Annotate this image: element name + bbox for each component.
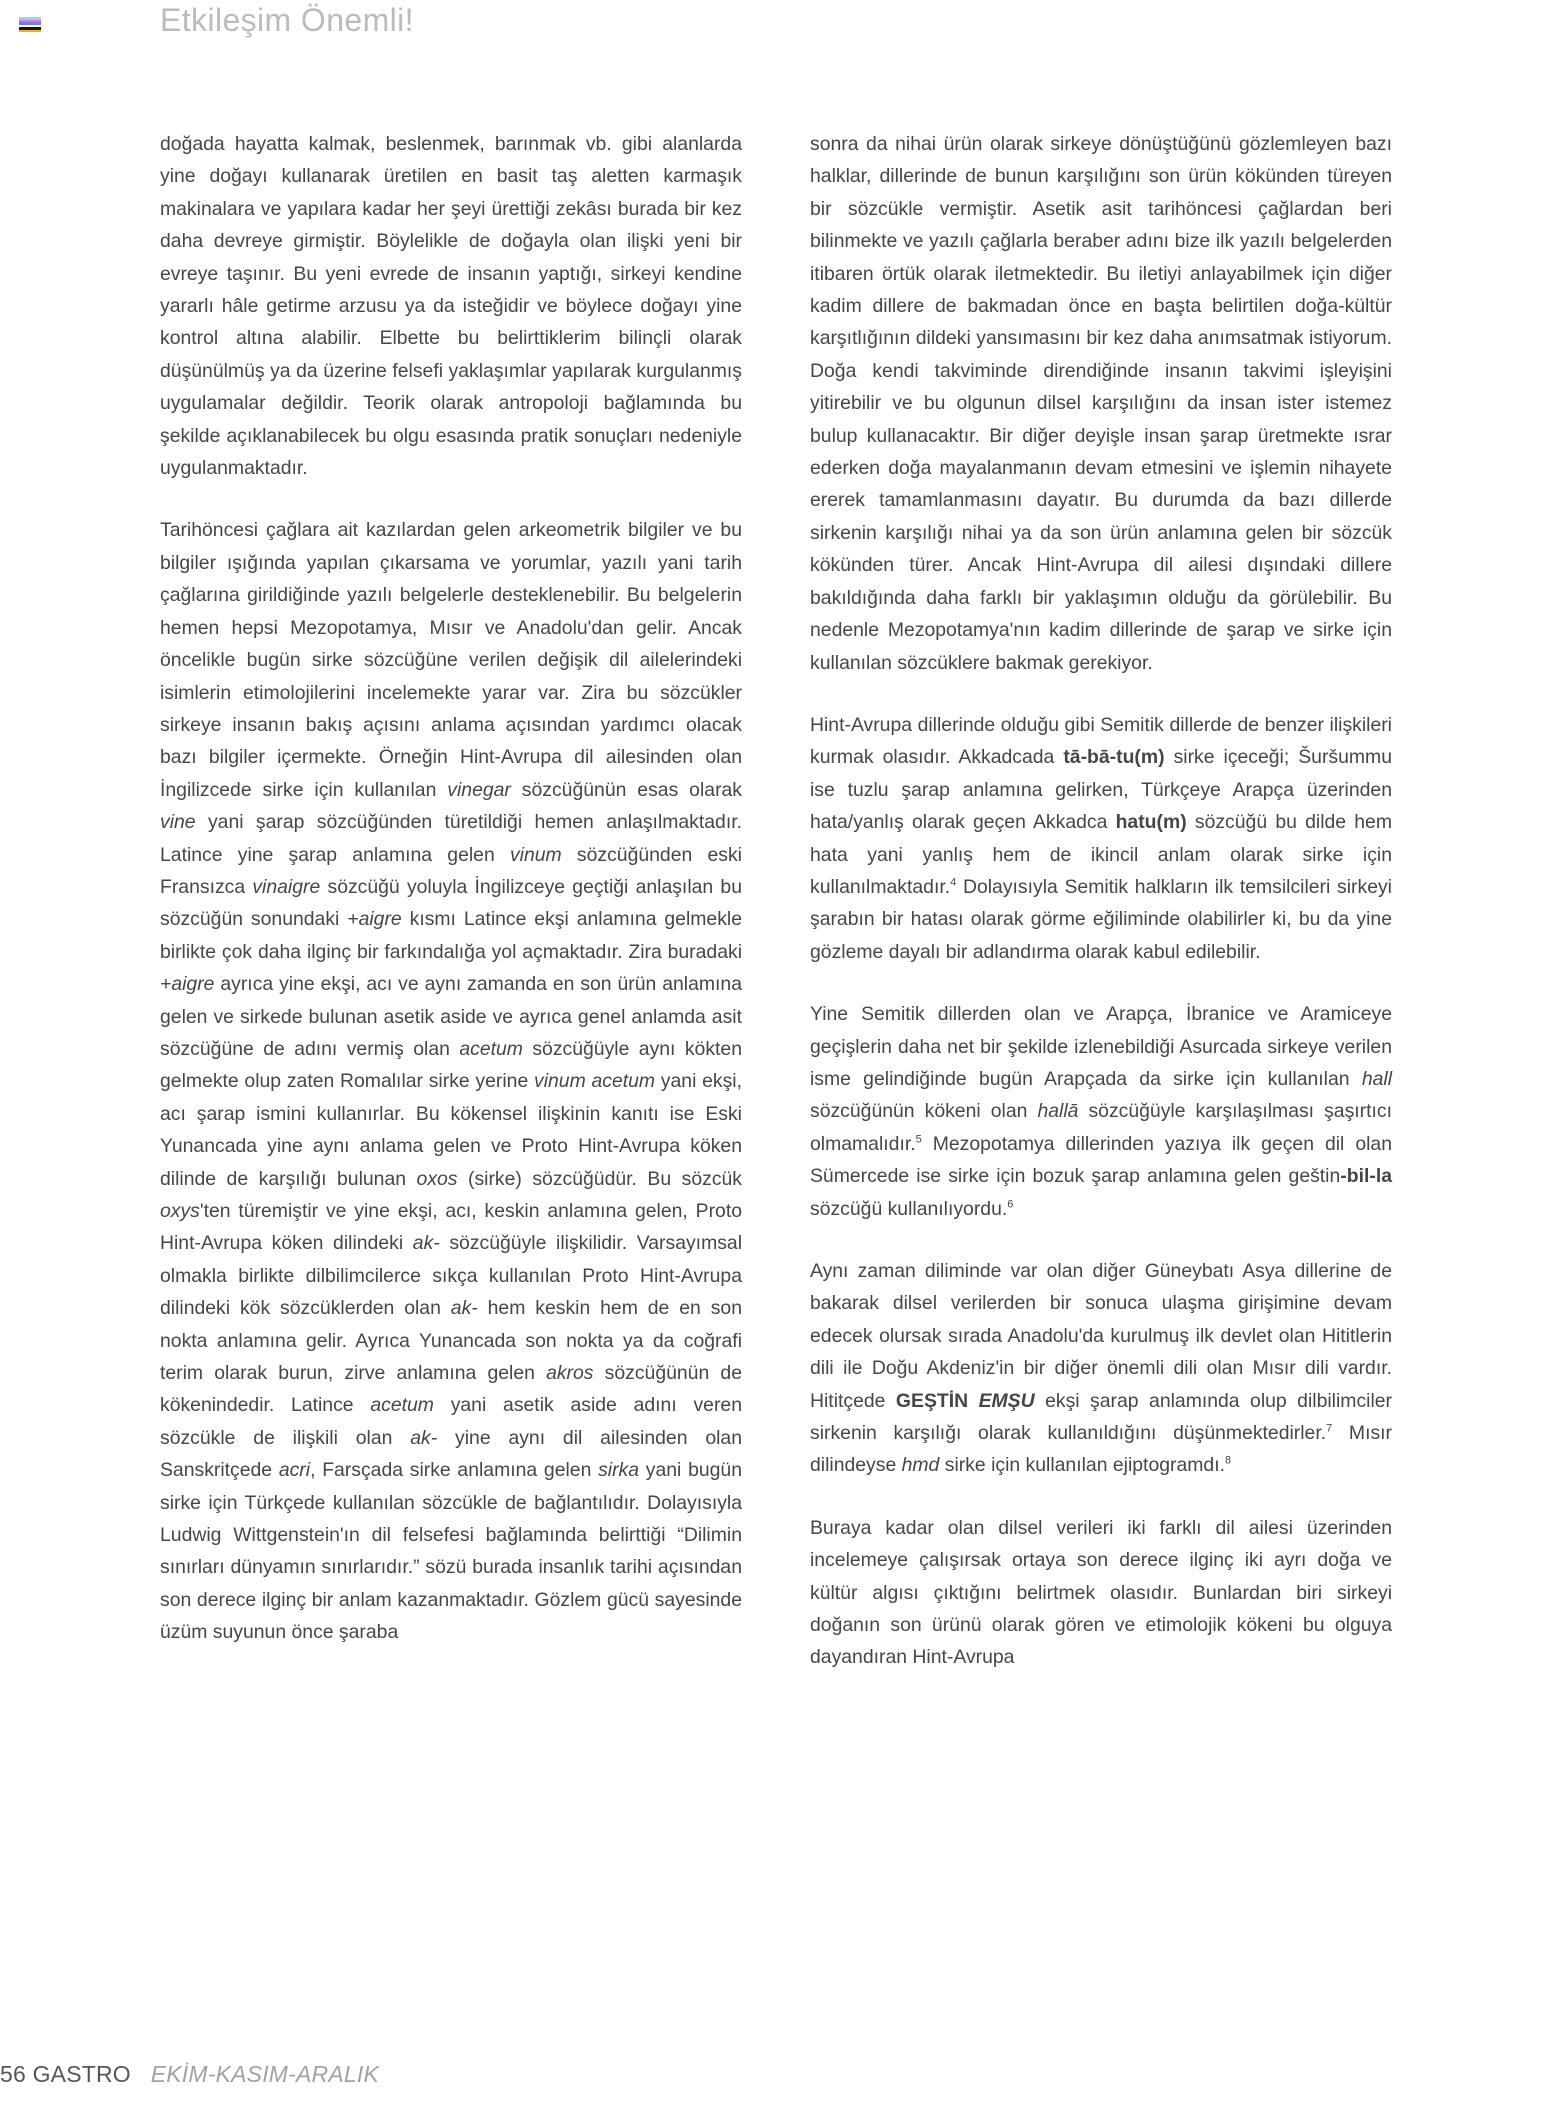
text-run-italic: vinum acetum — [534, 1070, 656, 1093]
text-run-normal: Buraya kadar olan dilsel verileri iki farklı dil ailesi üzerinden incelemeye çalışırsak ortaya son derece ilginç iki ayrı doğa ve kültür algısı çıktığını belirtmek olasıdır. Bunlardan biri sirkeyi doğanın son ürünü olarak gören ve etimolojik kökeni bu olguya dayandıran Hint-Avrupa — [810, 1516, 1392, 1669]
text-run-italic: hmd — [901, 1454, 940, 1477]
text-run-italic: oxos — [416, 1167, 458, 1190]
column-right — [810, 128, 1392, 1674]
text-run-normal: Dolayısıyla Semitik halkların ilk temsilcileri sirkeyi şarabın bir hatası olarak görme eğiliminde olabilirler ki, bu da yine gözleme dayalı bir adlandırma olarak kabul edilebilir. — [810, 875, 1392, 963]
text-run-normal: (sirke) sözcüğüdür. Bu sözcük — [457, 1167, 742, 1190]
text-run-normal: kısmı Latince ekşi anlamına gelmekle birlikte çok daha ilginç bir farkındalığa yol açmaktadır. Zira buradaki — [160, 908, 742, 963]
text-run-italic: ak- — [412, 1232, 440, 1255]
paragraph — [810, 1512, 1392, 1674]
text-run-normal: sonra da nihai ürün olarak sirkeye dönüştüğünü gözlemleyen bazı halklar, dillerinde de bunun karşılığını son ürün kökünden türeyen bir sözcükle vermiştir. Asetik asit tarihöncesi çağlardan beri bilinmekte ve yazılı çağlarla beraber adını bize ilk yazılı belgelerden itibaren örtük olarak iletmektedir. Bu iletiyi anlayabilmek için diğer kadim dillere de bakmadan önce en başta belirtilen doğa-kültür karşıtlığının dildeki yansımasını bir kez daha anımsatmak istiyorum. Doğa kendi takviminde direndiğinde insanın takvimi işleyişini yitirebilir ve bu olgunun dilsel karşılığını da insan ister istemez bulup kullanacaktır. Bir diğer deyişle insan şarap üretmekte ısrar ederken doğa mayalanmanın devam etmesini ve işlemin nihayete ererek tamamlanmasını dayatır. Bu durumda da bazı dillerde sirkenin karşılığı nihai ya da son ürün anlamına gelen bir sözcük kökünden türer. Ancak Hint-Avrupa dil ailesi dışındaki dillere bakıldığında daha farklı bir yaklaşımın olduğu da görülebilir. Bu nedenle Mezopotamya'nın kadim dillerinde de şarap ve sirke için kullanılan sözcüklere bakmak gerekiyor. — [810, 133, 1392, 674]
column-left — [160, 128, 742, 1674]
logo-stripe-5 — [19, 30, 41, 33]
text-run-normal: doğada hayatta kalmak, beslenmek, barınmak vb. gibi alanlarda yine doğayı kullanarak üretilen en basit taş aletten karmaşık makinalara ve yapılara kadar her şeyi ürettiği zekâsı burada bir kez daha devreye girmiştir. Böylelikle de doğayla olan ilişki yeni bir evreye taşınır. Bu yeni evrede de insanın yaptığı, sirkeyi kendine yararlı hâle getirme arzusu ya da isteğidir ve böylece doğayı yine kontrol altına alabilir. Elbette bu belirttiklerim bilinçli olarak düşünülmüş ya da üzerine felsefi yaklaşımlar yapılarak kurgulanmış uygulamalar değildir. Teorik olarak antropoloji bağlamında bu şekilde açıklanabilecek bu olgu esasında pratik sonuçları nedeniyle uygulanmaktadır. — [160, 133, 742, 480]
text-run-italic: hall — [1361, 1067, 1392, 1090]
text-run-normal: ayrıca yine ekşi, acı ve aynı zamanda en son ürün anlamına gelen ve sirkede bulunan asetik aside ve ayrıca genel anlamda asit sözcüğüne de adını vermiş olan — [160, 973, 742, 1060]
paragraph — [810, 128, 1392, 679]
text-run-normal: sözcüğüyle aynı kökten gelmekte olup zaten Romalılar sirke yerine — [160, 1037, 742, 1093]
text-run-normal: Mısır dilindeyse — [810, 1422, 1392, 1477]
text-run-sup: 8 — [1224, 1454, 1232, 1467]
text-run-bold: tā-bā-tu(m) — [1063, 746, 1165, 769]
paragraph — [160, 514, 742, 1648]
text-run-italic: oxys — [160, 1200, 200, 1222]
page-footer — [0, 2040, 1550, 2102]
text-run-normal: Yine Semitik dillerden olan ve Arapça, İbranice ve Aramiceye geçişlerin daha net bir şekilde izlenebildiği Asurcada sirkeye verilen isme gelindiğinde bugün Arapçada da sirke için kullanılan — [810, 1003, 1392, 1090]
text-run-normal: sözcüğüyle ilişkilidir. Varsayımsal olmakla birlikte dilbilimcilerce sıkça kullanılan Proto Hint-Avrupa dilindeki kök sözcüklerden olan — [160, 1232, 743, 1320]
text-run-normal: yine aynı dil ailesinden olan Sanskritçede — [160, 1426, 742, 1482]
text-run-italic: sirka — [598, 1459, 640, 1482]
text-run-normal: hem keskin hem de en son nokta anlamına gelir. Ayrıca Yunancada son nokta ya da coğrafi terim olarak burun, zirve anlamına gelen — [160, 1297, 742, 1385]
text-run-normal: yani şarap sözcüğünden türetildiği hemen anlaşılmaktadır. Latince yine şarap anlamına gelen — [160, 811, 742, 866]
text-run-normal: sözcüğünün esas olarak — [510, 778, 742, 801]
text-run-italic: ak- — [450, 1297, 478, 1320]
text-run-normal: sirke içeceği; Šuršummu ise tuzlu şarap anlamına gelirken, Türkçeye Arapça üzerinden hata/yanlış olarak geçen Akkadca — [810, 746, 1392, 834]
footer-issue-label: EKİM-KASIM-ARALIK — [150, 2061, 380, 2087]
footer-line — [0, 2061, 379, 2088]
text-run-normal: ekşi şarap anlamında olup dilbilimciler sirkenin karşılığı olarak kullanıldığını düşünmektedirler. — [810, 1389, 1393, 1445]
text-run-normal: sözcüğü bu dilde hem hata yani yanlış hem de ikincil anlam olarak sirke için kullanılmaktadır. — [810, 811, 1392, 898]
footer-page-label: 56 GASTRO — [0, 2061, 131, 2087]
paragraph — [160, 128, 742, 484]
text-run-normal: yani bugün sirke için Türkçede kullanılan sözcükle de bağlantılıdır. Dolayısıyla Ludwig Wittgenstein'ın dil felsefesi bağlamında belirttiği “Dilimin sınırları dünyamın sınırlarıdır.” sözü burada insanlık tarihi açısından son derece ilginç bir anlam kazanmaktadır. Gözlem gücü sayesinde üzüm suyunun önce şaraba — [160, 1459, 742, 1644]
article-body — [160, 128, 1392, 1674]
text-run-italic: acetum — [459, 1037, 523, 1060]
text-run-normal: sözcüğünün de kökenindedir. Latince — [160, 1362, 742, 1417]
text-run-normal: yani ekşi, acı şarap ismini kullanırlar. Bu kökensel ilişkinin kanıtı ise Eski Yunancada yine aynı anlama gelen ve Proto Hint-Avrupa köken dilinde de karşılığı bulunan — [160, 1070, 743, 1190]
text-run-italic: acetum — [370, 1394, 434, 1417]
text-run-normal: sirke için kullanılan ejiptogramdı. — [939, 1454, 1225, 1477]
text-run-normal: sözcüğü yoluyla İngilizceye geçtiği anlaşılan bu sözcüğün sonundaki — [160, 875, 742, 931]
text-run-italic: vine — [160, 811, 196, 834]
page-title: Etkileşim Önemli! — [160, 2, 414, 38]
text-run-bold: hatu(m) — [1115, 811, 1187, 834]
text-run-italic: vinegar — [447, 778, 511, 801]
text-run-normal: sözcüğüyle karşılaşılması şaşırtıcı olmamalıdır. — [810, 1100, 1392, 1155]
text-run-normal: Mezopotamya dillerinden yazıya ilk geçen dil olan Sümercede ise sirke için bozuk şarap anlamına gelen — [810, 1132, 1392, 1188]
text-run-italic: +aigre — [347, 908, 402, 931]
text-run-sup: 7 — [1326, 1422, 1333, 1435]
text-run-normal: Tarihöncesi çağlara ait kazılardan gelen arkeometrik bilgiler ve bu bilgiler ışığında yapılan çıkarsama ve yorumlar, yazılı yani tarih çağlarına girildiğinde yazılı belgelerle desteklenebilir. Bu belgelerin hemen hepsi Mezopotamya, Mısır ve Anadolu'dan gelir. Ancak öncelikle bugün sirke sözcüğüne verilen değişik dil ailelerindeki isimlerin etimolojilerini incelemekte yarar var. Zira bu sözcükler sirkeye insanın bakış açısını anlama açısından yardımcı olacak bazı bilgiler içermekte. Örneğin Hint-Avrupa dil ailesinden olan İngilizcede sirke için kullanılan — [160, 519, 742, 801]
text-run-normal: 'ten türemiştir ve yine ekşi, acı, keskin anlamına gelen, Proto Hint-Avrupa köken dilindeki — [160, 1200, 742, 1255]
page-header — [0, 0, 1550, 52]
text-run-italic: hallā — [1037, 1100, 1079, 1123]
text-run-normal: Aynı zaman diliminde var olan diğer Güneybatı Asya dillerine de bakarak dilsel verilerden bir sonuca ulaşma girişimine devam edecek olursak sırada Anadolu'da kurulmuş ilk devlet olan Hititlerin dili ile Doğu Akdeniz'in bir diğer önemli dili olan Mısır dili vardır. Hititçede — [810, 1260, 1392, 1412]
text-run-sup: 5 — [915, 1133, 922, 1146]
text-run-bolditalic: EMŞU — [978, 1389, 1035, 1412]
paragraph — [810, 709, 1392, 968]
text-run-italic: vinum — [509, 843, 562, 866]
text-run-normal: Hint-Avrupa dillerinde olduğu gibi Semitik dillerde de benzer ilişkileri kurmak olasıdır. Akkadcada — [810, 713, 1392, 769]
text-run-italic: acri — [278, 1459, 311, 1482]
text-run-normal: geštin — [1288, 1165, 1341, 1188]
text-run-normal: sözcüğü kullanılıyordu. — [810, 1197, 1008, 1220]
text-run-normal: yani asetik aside adını veren sözcükle de ilişkili olan — [160, 1394, 742, 1449]
text-run-sup: 4 — [950, 876, 957, 889]
text-run-italic: ak- — [410, 1426, 438, 1449]
text-run-bold: -bil-la — [1340, 1165, 1392, 1188]
text-run-normal: , Farsçada sirke anlamına gelen — [310, 1459, 599, 1482]
text-run-normal: sözcüğünden eski Fransızca — [160, 843, 742, 898]
text-run-bold: GEŞTİN — [895, 1389, 969, 1412]
text-run-normal: sözcüğünün kökeni olan — [810, 1100, 1038, 1123]
paragraph — [810, 998, 1392, 1225]
paragraph — [810, 1255, 1392, 1482]
text-run-normal — [968, 1390, 978, 1412]
text-run-sup: 6 — [1007, 1198, 1014, 1211]
gastro-logo-mark-icon — [19, 17, 41, 32]
text-run-italic: akros — [546, 1362, 594, 1385]
text-run-italic: vinaigre — [252, 875, 321, 898]
text-run-italic: +aigre — [160, 973, 215, 996]
